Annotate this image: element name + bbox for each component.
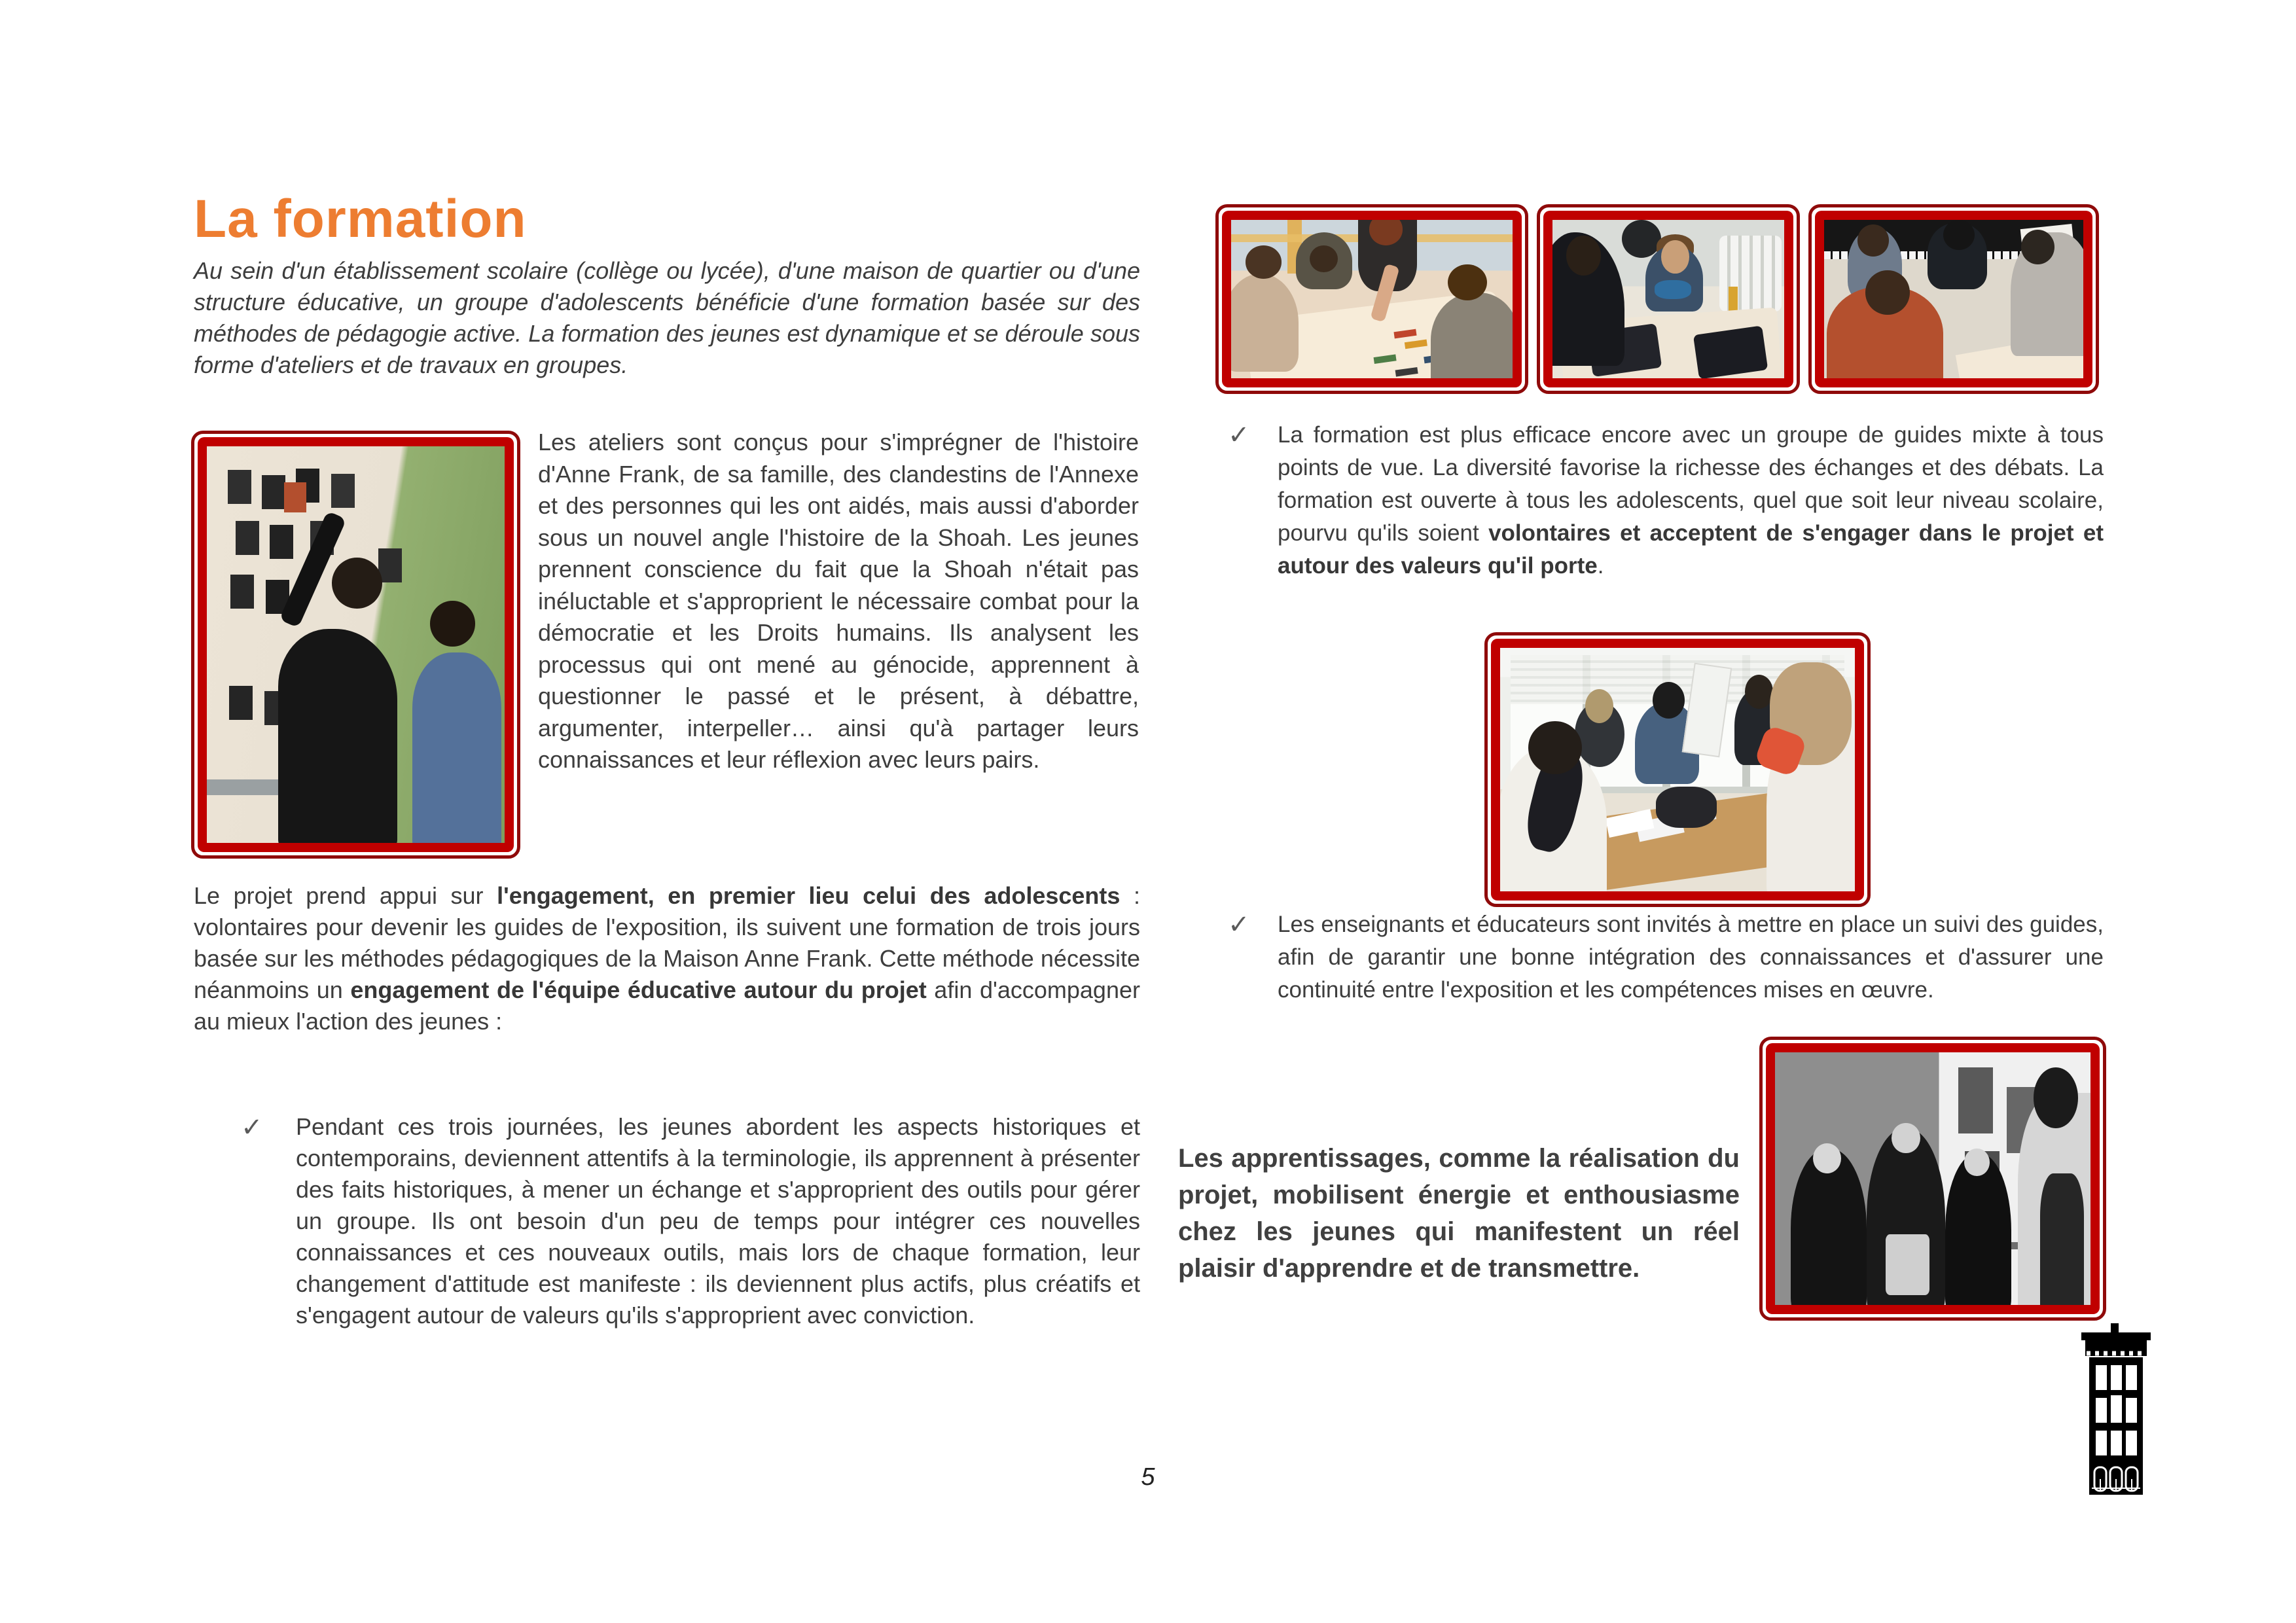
student-black-sweater — [278, 629, 397, 851]
photo-frame-inner — [198, 437, 514, 852]
guide-head — [2034, 1067, 2077, 1128]
bullet-pendant-text: Pendant ces trois journées, les jeunes abordent les aspects historiques et contemporains, deviennent attentifs à la terminologie, ils apprennent à présenter des faits historiques, à mener un échange et s'approprient des outils pour gérer un groupe. Ils ont besoin d'un peu de temps pour intégrer ces nouvelles connaissances et ces nouveaux outils, mais lors de chaque formation, leur changement d'attitude est manifeste : ils deviennent plus actifs, plus créatifs et s'engagent autour de valeurs qu'ils s'approprient avec conviction. — [296, 1113, 1140, 1329]
student-head — [1943, 220, 1975, 250]
photo-frame-inner — [1766, 1043, 2100, 1314]
guide-vest — [2040, 1173, 2084, 1314]
photo-frame-inner — [1543, 211, 1793, 387]
bag-on-table — [1656, 787, 1716, 828]
check-icon: ✓ — [1228, 421, 1250, 450]
photo-frame-inner — [1815, 211, 2092, 387]
wall-photo-color — [284, 482, 306, 512]
page-title: La formation — [194, 189, 527, 249]
photo-frame-inner — [1222, 211, 1522, 387]
bullet-enseignants — [1228, 908, 2104, 1007]
students-hanging-photos-photo — [191, 431, 520, 859]
student-head — [2021, 230, 2054, 264]
students-around-table-photo-1 — [1215, 204, 1528, 394]
visitor-face — [1964, 1149, 1990, 1176]
student-head — [1745, 675, 1773, 709]
projet-text: afin d'accompagner au mieux l'action des jeunes : — [194, 976, 1140, 1035]
apprentissages-paragraph: Les apprentissages, comme la réalisation du projet, mobilisent énergie et enthousiasme chez les jeunes qui manifestent un réel plaisir d'apprendre et de transmettre. — [1178, 1144, 1740, 1283]
exhibition-posters — [1958, 1067, 1993, 1133]
student-head — [1857, 224, 1889, 256]
mixte-text: La formation est plus efficace encore avec un groupe de guides mixte à tous points de vue. La diversité favorise la richesse des échanges et des débats. La formation est ouverte à tous les adolescents, quel que soit leur niveau scolaire, pourvu qu'ils soient — [1278, 422, 2104, 546]
photo-frame-inner — [1491, 639, 1864, 901]
students-around-table-photo-3 — [1808, 204, 2099, 394]
student-head — [1661, 240, 1689, 274]
projet-text: : volontaires pour devenir les guides de l'exposition, ils suivent une formation de trois jours basée sur les méthodes pédagogiques de la Maison Anne Frank. Cette méthode nécessite néanmoins un — [194, 882, 1140, 1003]
student-head — [1310, 245, 1338, 272]
mixte-bold: volontaires et acceptent de s'engager dans le projet et autour des valeurs qu'il porte — [1278, 520, 2104, 579]
projet-text: Le projet prend appui sur — [194, 882, 497, 909]
bullet-formation-mixte — [1228, 419, 2104, 582]
bullet-pendant — [241, 1111, 1140, 1331]
student-head — [1865, 270, 1909, 315]
student-head — [1566, 236, 1601, 276]
check-icon: ✓ — [1228, 910, 1250, 939]
student-head — [1246, 245, 1282, 279]
visitor-shirt — [1886, 1234, 1929, 1295]
bullet-mixte-text — [1278, 419, 2104, 582]
wall-photo-thumbnails — [228, 470, 251, 504]
students-around-table-photo-2 — [1537, 204, 1800, 394]
training-session-table-photo — [1484, 632, 1871, 907]
student-blue-sweater — [412, 652, 502, 851]
student-head — [1653, 682, 1685, 719]
visitor-girl — [1945, 1153, 2011, 1314]
visitor-face — [1892, 1123, 1920, 1153]
mixte-text: . — [1597, 553, 1604, 579]
check-icon: ✓ — [241, 1113, 263, 1142]
intro-paragraph: Au sein d'un établissement scolaire (collège ou lycée), d'une maison de quartier ou d'une structure éducative, un groupe d'adolescents bénéficie d'une formation basée sur des méthodes de pédagogie active. La formation des jeunes est dynamique et se déroule sous forme d'ateliers et de travaux en groupes. — [194, 257, 1140, 378]
ateliers-paragraph: Les ateliers sont conçus pour s'imprégner de l'histoire d'Anne Frank, de sa famille, des clandestins de l'Annexe et des personnes qui les ont aidés, mais aussi d'aborder sous un nouvel angle l'histoire de la Shoah. Les jeunes prennent conscience du fait que la Shoah n'était pas inéluctable et s'approprient le nécessaire combat pour la démocratie et les Droits humains. Ils analysent les processus qui ont mené au génocide, apprennent à questionner le passé et le présent, à débattre, argumenter, interpeller… ainsi qu'à partager leurs connaissances et leur réflexion avec leurs pairs. — [538, 429, 1139, 773]
student-head — [1528, 721, 1581, 775]
projet-bold-engagement: l'engagement, en premier lieu celui des adolescents — [497, 882, 1121, 909]
bullet-enseignants-text: Les enseignants et éducateurs sont invités à mettre en place un suivi des guides, afin de garantir une bonne intégration des connaissances et d'assurer une continuité entre l'exposition et les compétences mises en œuvre. — [1278, 912, 2104, 1003]
projet-paragraph — [194, 880, 1140, 1037]
blue-scarf — [1655, 280, 1692, 299]
student — [1431, 293, 1518, 387]
student — [1223, 274, 1299, 372]
projet-bold-equipe: engagement de l'équipe éducative autour du projet — [350, 976, 927, 1003]
student-head — [1369, 213, 1403, 245]
student-head — [430, 601, 475, 647]
page-number: 5 — [1141, 1463, 1155, 1491]
guides-exhibition-bw-photo — [1759, 1037, 2106, 1321]
